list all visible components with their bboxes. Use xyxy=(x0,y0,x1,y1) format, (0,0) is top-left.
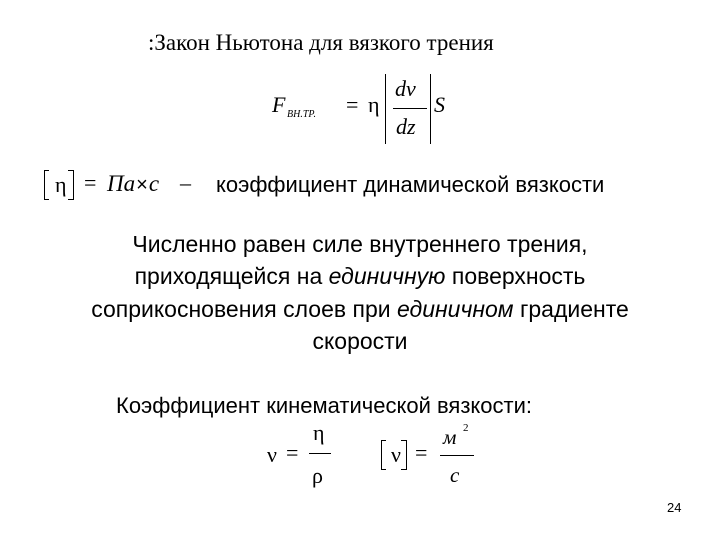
slide-title: :Закон Ньютона для вязкого трения xyxy=(148,30,494,55)
bracket-left-top xyxy=(44,170,49,171)
abs-bar-right xyxy=(430,74,431,144)
bracket-left-top xyxy=(381,440,386,441)
text-segment: приходящейся на xyxy=(134,263,329,289)
bracket-right-top xyxy=(401,440,407,441)
eta-symbol: η xyxy=(368,92,380,117)
equals-sign: = xyxy=(84,170,97,195)
bracket-right-top xyxy=(68,170,74,171)
bracket-right-bottom xyxy=(68,199,74,200)
force-symbol: F xyxy=(272,92,286,117)
fraction-denominator: dz xyxy=(396,114,416,139)
italic-emphasis: единичную xyxy=(328,263,446,289)
eta-symbol: η xyxy=(55,172,67,197)
unit-c: с xyxy=(148,171,160,196)
dash: – xyxy=(180,170,191,195)
bracket-left-bottom xyxy=(44,199,49,200)
nu-symbol: ν xyxy=(267,442,277,467)
bracket-right xyxy=(406,440,407,470)
text-segment: градиенте xyxy=(513,296,629,322)
force-subscript: ВН.ТР. xyxy=(287,109,316,120)
abs-bar-left xyxy=(385,74,386,144)
fraction-numerator: dv xyxy=(395,76,416,101)
equals-sign: = xyxy=(286,440,299,465)
bracket-right xyxy=(73,170,74,200)
equals-sign: = xyxy=(346,92,359,117)
times-sign: × xyxy=(136,174,148,196)
dynamic-viscosity-description: коэффициент динамической вязкости xyxy=(216,172,605,197)
page-number: 24 xyxy=(667,500,682,515)
unit-denominator: с xyxy=(450,463,460,487)
nu-symbol: ν xyxy=(391,442,401,467)
fraction-line xyxy=(393,108,427,109)
fraction-denominator: ρ xyxy=(312,463,323,488)
bracket-left xyxy=(381,440,382,470)
unit-exponent: 2 xyxy=(463,422,469,434)
bracket-left-bottom xyxy=(381,469,386,470)
text-segment: соприкосновения слоев при xyxy=(91,296,397,322)
paragraph-line-2 xyxy=(0,263,720,290)
fraction-line xyxy=(440,455,474,456)
area-symbol: S xyxy=(434,92,445,117)
paragraph-line-1: Численно равен силе внутреннего трения, xyxy=(132,231,588,257)
fraction-numerator: η xyxy=(313,420,325,445)
fraction-line xyxy=(309,453,331,454)
unit-pa: Па xyxy=(107,171,136,196)
unit-pascal-second xyxy=(107,171,159,197)
italic-emphasis: единичном xyxy=(396,296,514,322)
equals-sign: = xyxy=(415,440,428,465)
kinematic-viscosity-title: Коэффициент кинематической вязкости: xyxy=(116,393,533,418)
paragraph-line-4: скорости xyxy=(312,328,408,354)
bracket-left xyxy=(44,170,45,200)
text-segment: поверхность xyxy=(445,263,586,289)
paragraph-line-3 xyxy=(0,296,720,323)
bracket-right-bottom xyxy=(401,469,407,470)
unit-numerator: м xyxy=(443,425,457,449)
